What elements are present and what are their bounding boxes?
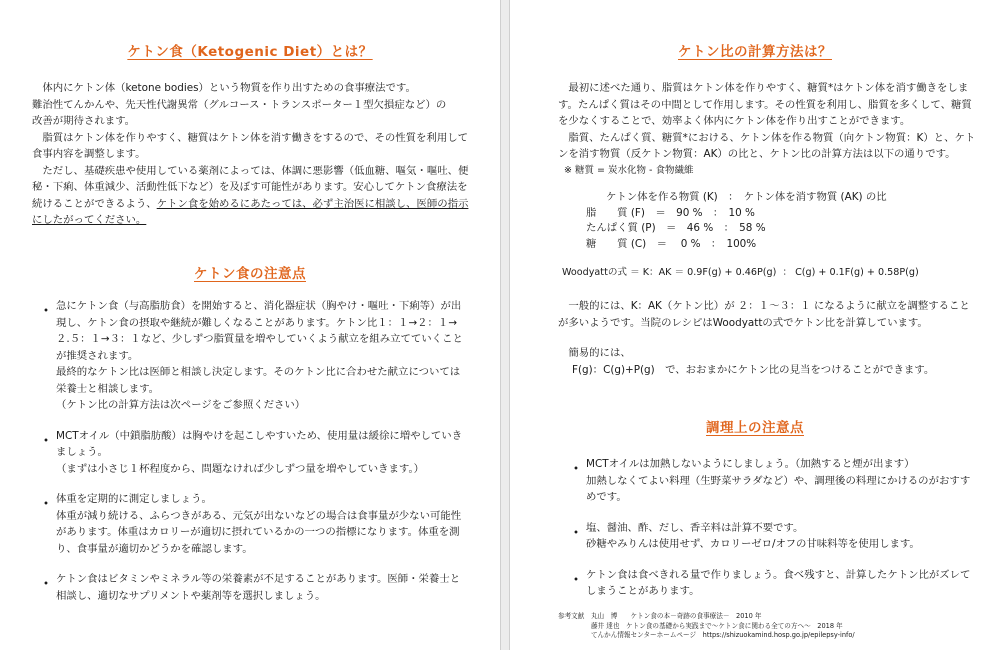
cooking-item: [568, 456, 978, 506]
cooking-precautions-list: [568, 456, 978, 600]
cooking-item: [568, 567, 978, 600]
reference-line: 参考文献 丸山 博 ケトン食の本－奇跡の食事療法－ 2010 年: [558, 612, 762, 620]
ratio-para-1: 最初に述べた通り、脂質はケトン体を作りやすく、糖質*はケトン体を消す働きをします。たんぱく質はその中間として作用します。その性質を利用し、脂質を多くして、糖質を少なくすることで、効率よく体内にケトン体を作り出すことができます。: [558, 82, 972, 127]
precaution-item: [38, 571, 470, 604]
bullet-icon: ・: [38, 494, 55, 513]
table-row: 脂 質 (F) ＝ 90 % ： 10 %: [586, 206, 755, 219]
section-title-ketone-ratio: ケトン比の計算方法は？: [678, 44, 832, 60]
precaution-text: 体重を定期的に測定しましょう。 体重が減り続ける、ふらつきがある、元気が出ないなどの場合は食事量が少ない可能性があります。体重はカロリーが適切に摂れているかの一つの指標になります。体重を測り、食事量が適切かどうかを確認します。: [56, 493, 462, 555]
ratio-explanation: [558, 80, 978, 179]
intro-para-1: 体内にケトン体（ketone bodies）という物質を作り出すための食事療法です。 難治性てんかんや、先天性代謝異常（グルコース・トランスポーター１型欠損症など）の 改善が期待されます。: [32, 82, 447, 127]
doctor-consult-note: ケトン食を始めるにあたっては、必ず主治医に相談し、医師の指示にしたがってください。: [32, 197, 469, 226]
simple-method-formula: F(g)：C(g)+P(g) で、おおまかにケトン比の見当をつけることができます。: [572, 363, 935, 376]
section-title-precautions: ケトン食の注意点: [194, 266, 306, 282]
precaution-item: [38, 298, 470, 414]
page-gutter: [500, 0, 510, 650]
cooking-text: ケトン食は食べきれる量で作りましょう。食べ残すと、計算したケトン比がズレてしまうことがあります。: [586, 568, 971, 597]
intro-block: [32, 80, 470, 229]
intro-para-2: 脂質はケトン体を作りやすく、糖質はケトン体を消す働きをするので、その性質を利用して食事内容を調整します。: [32, 131, 468, 160]
reference-line: てんかん情報センターホームページ https://shizuokamind.hosp.go.jp/epilepsy-info/: [558, 631, 855, 639]
precaution-text: ケトン食はビタミンやミネラル等の栄養素が不足することがあります。医師・栄養士と相談し、適切なサプリメントや薬剤等を選択しましょう。: [56, 573, 461, 602]
precaution-item: [38, 491, 470, 557]
simple-method-lead: 簡易的には、: [558, 347, 631, 359]
intro-para-3: [32, 163, 470, 229]
table-header: ケトン体を作る物質 (K) ： ケトン体を消す物質 (AK) の比: [606, 191, 887, 203]
bullet-icon: ・: [38, 574, 55, 593]
precaution-item: [38, 428, 470, 478]
table-row: たんぱく質 (P) ＝ 46 % ： 58 %: [586, 222, 766, 234]
bullet-icon: ・: [568, 459, 585, 478]
ratio-para-2: 脂質、たんぱく質、糖質*における、ケトン体を作る物質（向ケトン物質：K）と、ケトンを消す物質（反ケトン物質：AK）の比と、ケトン比の計算方法は以下の通りです。: [558, 131, 976, 160]
bullet-icon: ・: [568, 569, 585, 589]
ketogenic-ratio-table: [586, 190, 978, 252]
ratio-para-3: 一般的には、K：AK（ケトン比）が ２：１～３：１ になるように献立を調整することが多いようです。当院のレシピはWoodyattの式でケトン比を計算しています。: [558, 300, 970, 329]
ratio-summary: [558, 298, 978, 378]
precaution-text: MCTオイル（中鎖脂肪酸）は胸やけを起こしやすいため、使用量は緩徐に増やしていきましょう。 （まずは小さじ１杯程度から、問題なければ少しずつ量を増やしていきます。）: [56, 429, 463, 475]
intro-para-3-lead: ただし、基礎疾患や使用している薬剤によっては、体調に悪影響（低血糖、嘔気・嘔吐、便秘・下痢、体重減少、活動性低下など）を及ぼす可能性があります。安心してケトン食療法を続けることができるよう、: [32, 164, 469, 210]
table-row: 糖 質 (C) ＝ 0 % ： 100%: [586, 237, 757, 250]
woodyatt-formula: Woodyattの式 ＝ K：AK ＝ 0.9F(g) + 0.46P(g) ： C(g) + 0.1F(g) + 0.58P(g): [562, 267, 919, 278]
cooking-item: [568, 520, 978, 553]
reference-line: 藤井 達也 ケトン食の基礎から実践まで～ケトン食に関わる全ての方へ～ 2018 年: [558, 621, 843, 630]
precaution-text: 急にケトン食（与高脂肪食）を開始すると、消化器症状（胸やけ・嘔吐・下痢等）が出現し、ケトン食の摂取や継続が難しくなることがあります。ケトン比１：１→２：１→２.５：１→３：１など、少しずつ脂質量を増やしていくよう献立を組み立てていくことが推奨されます。 最終的なケトン比は医師と相談し決定します。そのケトン比に合わせた献立については栄養士と相談します。 （ケトン比の計算方法は次ページをご参照ください）: [56, 300, 463, 411]
right-page: [510, 0, 1000, 650]
bullet-icon: ・: [38, 301, 55, 320]
references: [558, 612, 990, 641]
cooking-text: MCTオイルは加熱しないようにしましょう。（加熱すると煙が出ます） 加熱しなくてよい料理（生野菜サラダなど）や、調理後の料理にかけるのがおすすめです。: [586, 458, 971, 503]
bullet-icon: ・: [568, 522, 585, 542]
cooking-text: 塩、醤油、酢、だし、香辛料は計算不要です。 砂糖やみりんは使用せず、カロリーゼロ/オフの甘味料等を使用します。: [586, 521, 920, 550]
section-title-cooking-precautions: 調理上の注意点: [706, 420, 804, 436]
carb-note: ※ 糖質 = 炭水化物 - 食物繊維: [564, 164, 694, 176]
section-title-ketogenic-diet: ケトン食（Ketogenic Diet）とは？: [127, 44, 373, 60]
precautions-list: [38, 298, 470, 604]
bullet-icon: ・: [38, 430, 55, 450]
